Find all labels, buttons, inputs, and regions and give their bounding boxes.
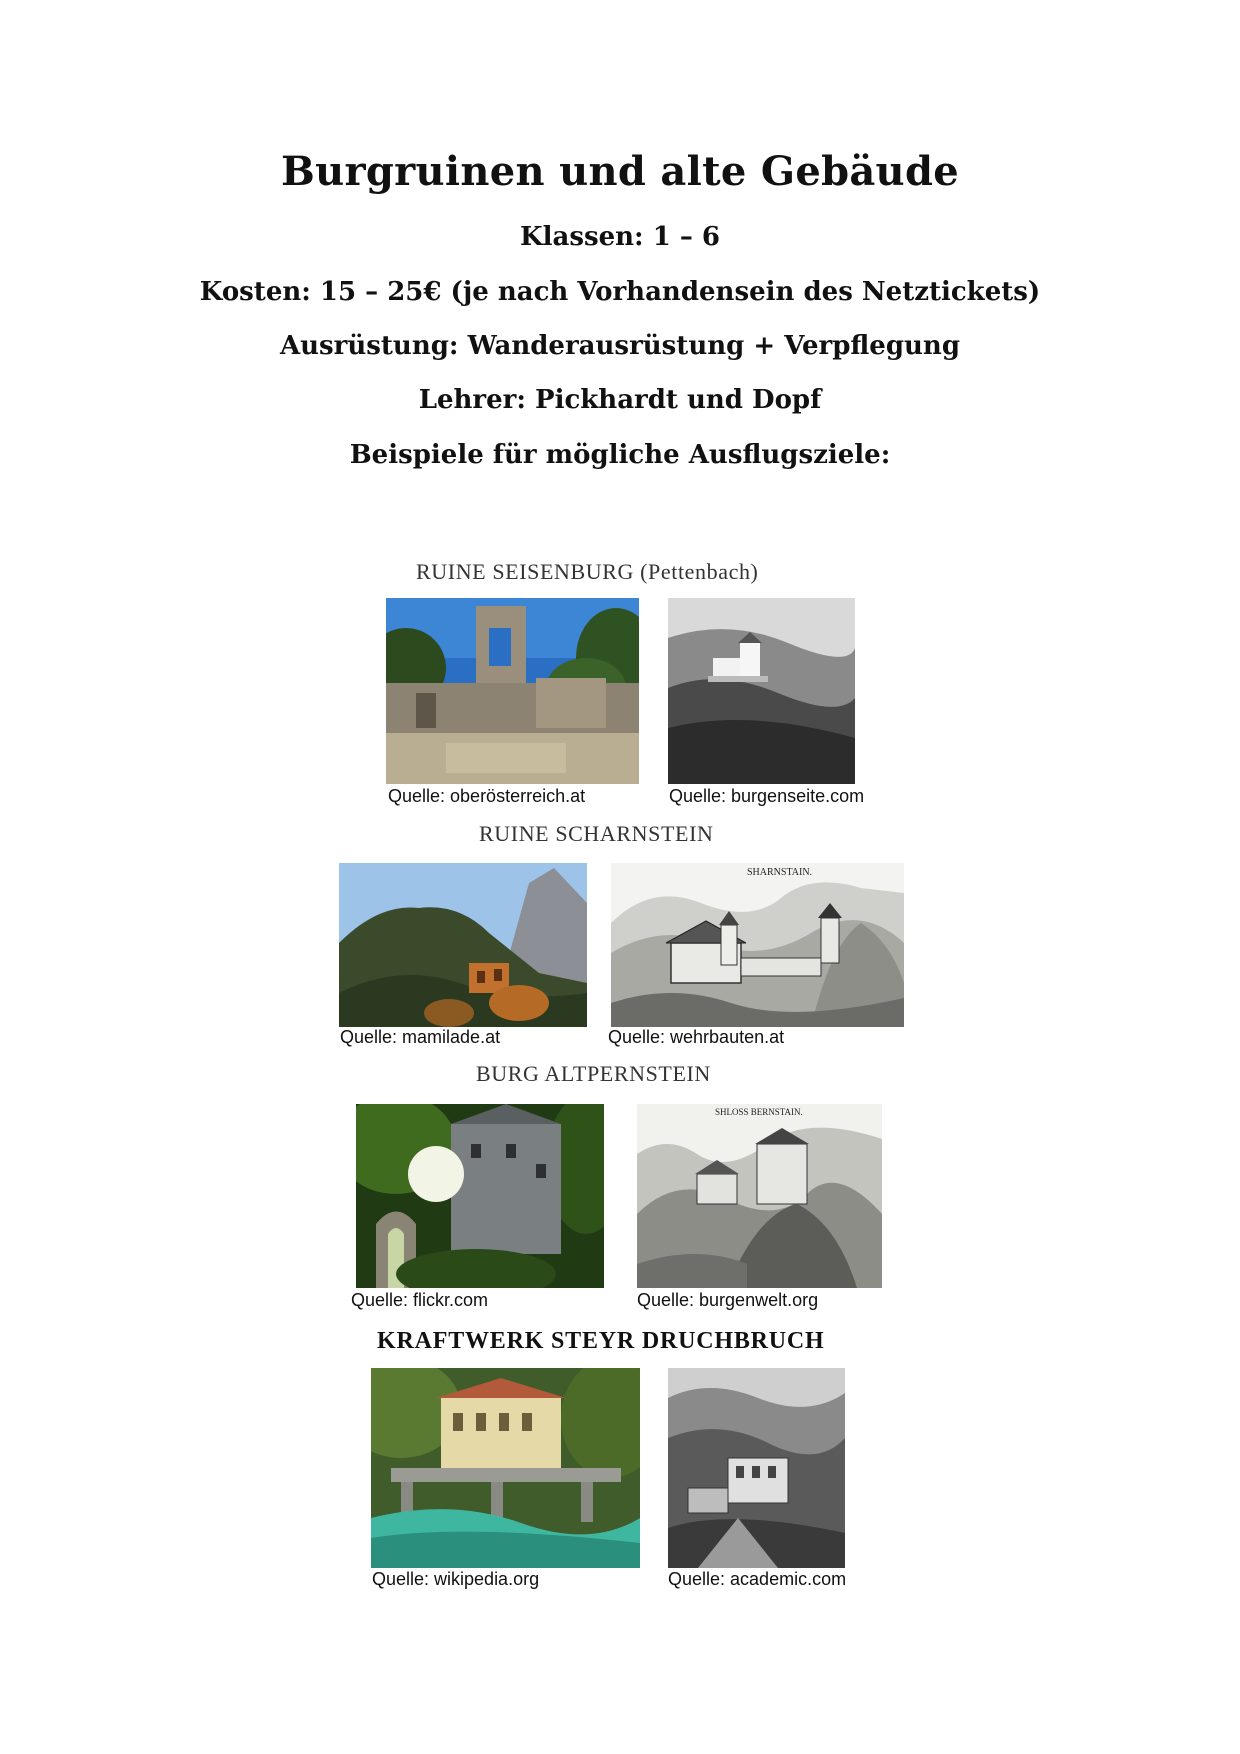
classes-line: Klassen: 1 – 6 [520, 222, 720, 252]
photo-caption: Quelle: burgenwelt.org [637, 1290, 819, 1310]
section-heading-kraftwerk: KRAFTWERK STEYR DRUCHBRUCH [377, 1328, 825, 1354]
photo-caption: Quelle: academic.com [668, 1569, 847, 1589]
castle-engraving [611, 863, 904, 1027]
section-heading-seisenburg [416, 559, 758, 585]
page-title: Burgruinen und alte Gebäude [281, 148, 959, 195]
castle-engraving [637, 1104, 882, 1288]
photo-caption: Quelle: wehrbauten.at [608, 1027, 785, 1047]
historic-power-plant-photo [668, 1368, 845, 1568]
section-heading-text: RUINE SEISENBURG [416, 559, 634, 584]
photo-caption: Quelle: burgenseite.com [669, 786, 865, 806]
costs-line: Kosten: 15 – 25€ (je nach Vorhandensein des Netztickets) [199, 277, 1041, 307]
mountain-ruin-photo [339, 863, 587, 1027]
section-heading-altpernstein: BURG ALTPERNSTEIN [476, 1061, 711, 1086]
teachers-line: Lehrer: Pickhardt und Dopf [418, 385, 822, 415]
section-heading-suffix: (Pettenbach) [634, 559, 759, 584]
engraving-title: SHLOSS BERNSTAIN. [715, 1107, 803, 1117]
castle-forest-photo [356, 1104, 604, 1288]
photo-caption: Quelle: oberösterreich.at [388, 786, 586, 806]
photo-caption: Quelle: mamilade.at [340, 1027, 501, 1047]
equipment-line: Ausrüstung: Wanderausrüstung + Verpflegung [279, 331, 961, 361]
section-heading-scharnstein: RUINE SCHARNSTEIN [479, 821, 714, 846]
castle-ruin-photo [386, 598, 639, 784]
photo-caption: Quelle: flickr.com [351, 1290, 489, 1310]
photo-caption: Quelle: wikipedia.org [372, 1569, 540, 1589]
power-plant-photo [371, 1368, 640, 1568]
examples-line: Beispiele für mögliche Ausflugsziele: [349, 440, 891, 470]
engraving-title: SHARNSTAIN. [747, 867, 813, 878]
historic-castle-photo [668, 598, 855, 784]
